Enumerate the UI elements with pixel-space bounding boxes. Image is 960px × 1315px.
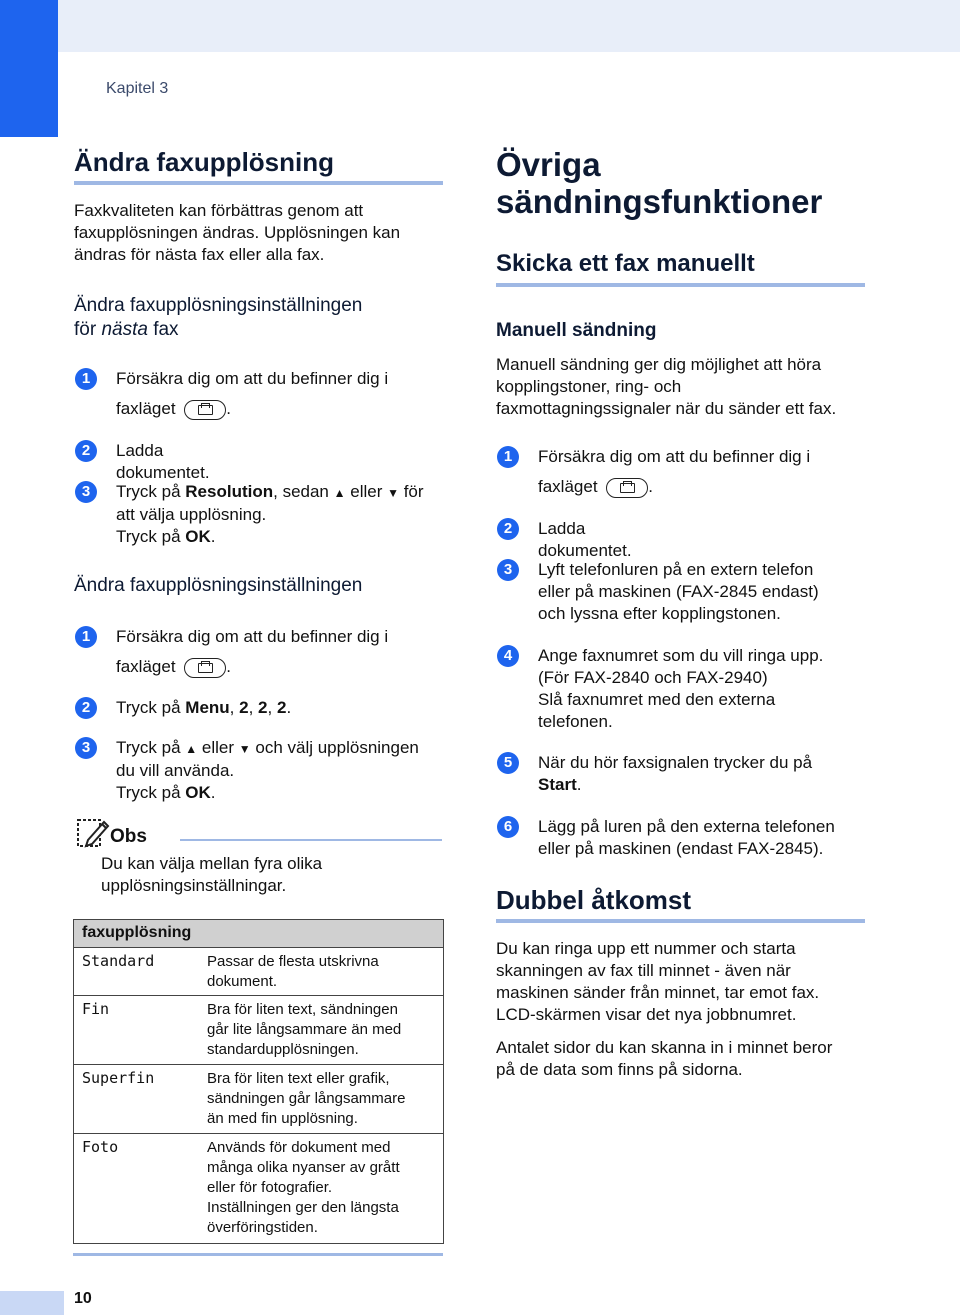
step-number: 3 (497, 559, 519, 581)
chapter-tab (0, 0, 58, 137)
chapter-label: Kapitel 3 (106, 80, 169, 97)
right-subheading-1b: Manuell sändning (496, 320, 657, 341)
page-band (0, 1291, 64, 1315)
left-title: Ändra faxupplösning (74, 147, 334, 177)
up-arrow-icon: ▲ (185, 742, 198, 756)
table-header: faxupplösning (74, 920, 443, 948)
step-number: 3 (75, 737, 97, 759)
fax-mode-icon (606, 478, 648, 498)
left-subheading-2: Ändra faxupplösningsinställningen (74, 575, 363, 596)
step-number: 6 (497, 816, 519, 838)
fax-mode-icon (184, 658, 226, 678)
step-number: 5 (497, 752, 519, 774)
note-text: Du kan välja mellan fyra olika upplösningsinställningar. (101, 854, 323, 895)
step-number: 3 (75, 481, 97, 503)
dual-access-p1: Du kan ringa upp ett nummer och starta skanningen av fax till minnet - även när maskinen sänder från minnet, tar emot fax. LCD-skärmen visar det nya jobbnumret. (496, 939, 820, 1024)
resolution-table: faxupplösning Standard Passar de flesta utskrivna dokument. Fin Bra för liten text, sändningen går lite långsammare än med standardupplösningen. Superfin Bra för liten text eller grafik, sändningen går långsammare än med fin upplösning. Foto Används för dokument med många olika nyanser av grått eller för fotografier. Inställningen ger den längsta överföringstiden. (73, 919, 444, 1244)
step-number: 2 (75, 697, 97, 719)
right-intro: Manuell sändning ger dig möjlighet att höra kopplingstoner, ring- och faxmottagningssignaler när du sänder ett fax. (496, 355, 837, 418)
title-rule (74, 181, 443, 185)
down-arrow-icon: ▼ (238, 742, 251, 756)
step-number: 1 (75, 368, 97, 390)
step-number: 2 (497, 518, 519, 540)
subheading-rule (496, 919, 865, 923)
left-intro: Faxkvaliteten kan förbättras genom att faxupplösningen ändras. Upplösningen kan ändras för nästa fax eller alla fax. (74, 201, 401, 264)
page-number: 10 (74, 1290, 92, 1307)
fax-mode-icon (184, 400, 226, 420)
note-title: Obs (110, 826, 147, 847)
dual-access-p2: Antalet sidor du kan skanna in i minnet beror på de data som finns på sidorna. (496, 1038, 833, 1079)
step-number: 4 (497, 645, 519, 667)
left-subheading-1: Ändra faxupplösningsinställningen för nästa fax (74, 295, 363, 340)
right-subheading-1: Skicka ett fax manuellt (496, 250, 755, 277)
step-number: 1 (497, 446, 519, 468)
step-number: 1 (75, 626, 97, 648)
bottom-rule (73, 1253, 443, 1256)
note-pencil-icon (76, 816, 110, 850)
right-subheading-2: Dubbel åtkomst (496, 885, 692, 915)
up-arrow-icon: ▲ (333, 486, 346, 500)
right-title: Övriga sändningsfunktioner (496, 146, 823, 220)
down-arrow-icon: ▼ (387, 486, 399, 500)
step-number: 2 (75, 440, 97, 462)
note-rule (180, 839, 442, 841)
subheading-rule (496, 283, 865, 287)
top-band (0, 0, 960, 52)
